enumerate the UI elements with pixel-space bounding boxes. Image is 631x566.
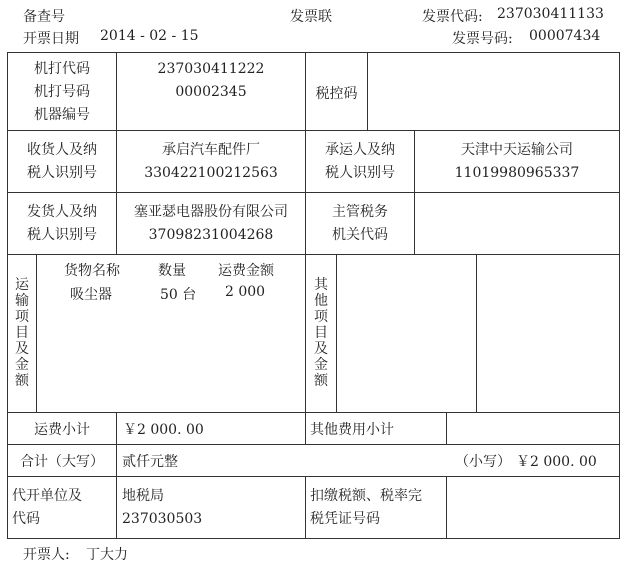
agent-name: 地税局 — [122, 488, 164, 504]
invoice-code-label: 发票代码: — [422, 9, 483, 25]
invoice-number-label: 发票号码: — [452, 31, 513, 47]
invoice-number-value: 00007434 — [529, 28, 601, 44]
check-number-label: 备查号 — [23, 9, 65, 25]
tax-authority-label-line1: 主管税务 — [332, 204, 388, 220]
invoice-copy-title: 发票联 — [290, 9, 332, 25]
shipper-tax-id: 37098231004268 — [148, 227, 274, 243]
shipper-name: 塞亚瑟电器股份有限公司 — [134, 204, 288, 220]
total-label: 合计（大写） — [20, 454, 104, 470]
invoice-code-value: 237030411133 — [497, 6, 604, 22]
agent-label-line1: 代开单位及 — [12, 488, 82, 504]
machine-code-label: 机打代码 — [34, 61, 90, 77]
col-goods-name: 货物名称 — [64, 263, 120, 279]
machine-number-label: 机打号码 — [34, 84, 90, 100]
receiver-name: 承启汽车配件厂 — [162, 142, 260, 158]
col-freight-amount: 运费金额 — [218, 263, 274, 279]
agent-label-line2: 代码 — [12, 511, 40, 527]
freight-subtotal-label: 运费小计 — [34, 422, 90, 438]
tax-authority-label-line2: 机关代码 — [332, 227, 388, 243]
transport-side-label: 运输项目及金额 — [15, 277, 29, 389]
shipper-label-line2: 税人识别号 — [27, 227, 97, 243]
freight-subtotal-value: ￥2 000. 00 — [123, 422, 204, 438]
receiver-label-line1: 收货人及纳 — [27, 142, 97, 158]
receiver-tax-id: 330422100212563 — [144, 165, 278, 181]
issuer-label: 开票人: — [23, 547, 70, 563]
issue-date-value: 2014 - 02 - 15 — [100, 28, 199, 44]
total-in-words: 贰仟元整 — [122, 454, 178, 470]
issue-date-label: 开票日期 — [23, 31, 79, 47]
shipper-label-line1: 发货人及纳 — [27, 204, 97, 220]
machine-code-value: 237030411222 — [157, 61, 265, 77]
other-items-side-label: 其他项目及金额 — [314, 277, 328, 389]
withholding-label-line2: 税凭证号码 — [310, 511, 380, 527]
receiver-label-line2: 税人识别号 — [27, 165, 97, 181]
col-quantity: 数量 — [158, 263, 186, 279]
issuer-name: 丁大力 — [86, 547, 128, 563]
carrier-label-line2: 税人识别号 — [325, 165, 395, 181]
withholding-label-line1: 扣缴税额、税率完 — [310, 488, 422, 504]
total-small-label: （小写） — [455, 454, 511, 470]
carrier-tax-id: 11019980965337 — [454, 165, 580, 181]
machine-serial-label: 机器编号 — [34, 107, 90, 123]
agent-code: 237030503 — [122, 511, 203, 527]
item-goods-name: 吸尘器 — [70, 287, 112, 303]
item-freight-amount: 2 000 — [225, 284, 266, 300]
tax-control-label: 税控码 — [315, 86, 358, 102]
carrier-name: 天津中天运输公司 — [461, 142, 573, 158]
item-quantity: 50 台 — [160, 287, 197, 303]
carrier-label-line1: 承运人及纳 — [325, 142, 395, 158]
machine-number-value: 00002345 — [175, 84, 247, 100]
total-small-value: ￥2 000. 00 — [516, 454, 597, 470]
other-subtotal-label: 其他费用小计 — [310, 422, 394, 438]
